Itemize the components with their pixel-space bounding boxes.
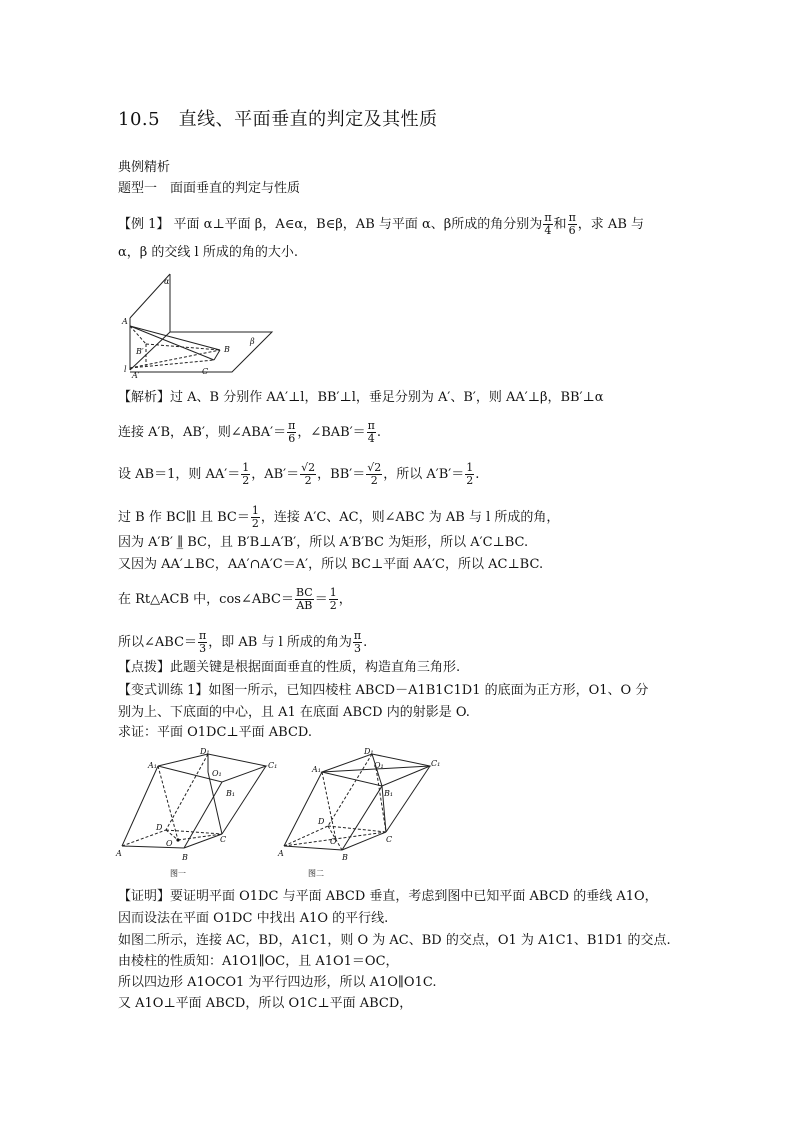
- label-D1: D₁: [200, 747, 210, 756]
- solution-line1: 【解析】过 A、B 分别作 AA′⊥l，BB′⊥l，垂足分别为 A′、B′，则 AA′⊥β，BB′⊥α: [118, 390, 604, 405]
- section-heading: 典例精析: [118, 160, 171, 175]
- solution-line8: 所以∠ABC＝ $\frac{\pi}{3}$ ，即 AB 与 l 所成的角为 $\frac{\pi}{3}$ .: [118, 629, 368, 655]
- label-B: B: [342, 853, 348, 862]
- solution-line3: 设 AB＝1，则 AA′＝ $\frac{1}{2}$ ，AB′＝ $\frac{√2}{2}$ ，BB′＝ $\frac{√2}{2}$ ，所以 A′B′＝ $\frac{1}{2}$ .: [118, 461, 480, 487]
- topic-heading: 题型一 面面垂直的判定与性质: [118, 181, 301, 196]
- label-D: D: [156, 823, 163, 832]
- label-Ap: A′: [132, 371, 140, 380]
- label-B: B: [182, 853, 188, 862]
- variant-line3: 求证：平面 O1DC⊥平面 ABCD.: [118, 725, 313, 740]
- label-A: A: [116, 849, 122, 858]
- label-l: l: [124, 365, 127, 374]
- label-A: A: [278, 849, 284, 858]
- label-O: O: [166, 839, 173, 848]
- solution-line6: 又因为 AA′⊥BC，AA′∩A′C＝A′，所以 BC⊥平面 AA′C，所以 AC⊥BC.: [118, 557, 544, 572]
- label-A: A: [122, 317, 128, 326]
- proof-line6: 又 A1O⊥平面 ABCD，所以 O1C⊥平面 ABCD，: [118, 996, 413, 1011]
- label-C1: C₁: [431, 759, 441, 768]
- figure-caption-2: 图二: [308, 869, 324, 878]
- proof-line5: 所以四边形 A1OCO1 为平行四边形，所以 A1O∥O1C.: [118, 975, 437, 990]
- prism-figure-2: [278, 747, 441, 878]
- label-O: O: [330, 837, 337, 846]
- label-A1: A₁: [148, 761, 157, 770]
- label-B1: B₁: [384, 789, 394, 798]
- label-C: C: [220, 835, 227, 844]
- label-B1: B₁: [226, 789, 236, 798]
- label-D1: D₁: [364, 747, 374, 756]
- label-C: C: [386, 835, 393, 844]
- fraction: $\frac{\pi}{4}$: [544, 211, 552, 237]
- figure-caption-1: 图一: [170, 869, 186, 878]
- solution-line7: 在 Rt△ACB 中，cos∠ABC＝ $\frac{BC}{AB}$ ＝ $\frac{1}{2}$ ，: [118, 586, 352, 612]
- page-title: 10.5 直线、平面垂直的判定及其性质: [118, 109, 438, 130]
- dihedral-figure: [116, 268, 276, 382]
- variant-line1: 【变式训练 1】如图一所示，已知四棱柱 ABCD－A1B1C1D1 的底面为正方形，O1、O 分: [118, 683, 649, 698]
- solution-line2: 连接 A′B，AB′，则∠ABA′＝ $\frac{\pi}{6}$ ，∠BAB′＝ $\frac{\pi}{4}$ .: [118, 419, 382, 445]
- fraction: $\frac{\pi}{6}$: [568, 211, 576, 237]
- label-D: D: [318, 817, 325, 826]
- example1-line2: α，β 的交线 l 所成的角的大小.: [118, 245, 298, 260]
- variant-line2: 别为上、下底面的中心，且 A1 在底面 ABCD 内的射影是 O.: [118, 705, 470, 720]
- example1-head: 【例 1】 平面 α⊥平面 β，A∈α，B∈β，AB 与平面 α、β所成的角分别为: [118, 217, 543, 232]
- label-B: B: [224, 345, 230, 354]
- proof-line2: 因而设法在平面 O1DC 中找出 A1O 的平行线.: [118, 911, 389, 926]
- prism-figure-1: [116, 748, 276, 878]
- solution-line5: 因为 A′B′ ∥̲ BC，且 B′B⊥A′B′，所以 A′B′BC 为矩形，所以 A′C⊥BC.: [118, 535, 529, 550]
- solution-line4: 过 B 作 BC∥l 且 BC＝ $\frac{1}{2}$ ，连接 A′C、AC，则∠ABC 为 AB 与 l 所成的角，: [118, 504, 560, 530]
- tip-line: 【点拨】此题关键是根据面面垂直的性质，构造直角三角形.: [118, 660, 461, 675]
- proof-line1: 【证明】要证明平面 O1DC 与平面 ABCD 垂直，考虑到图中已知平面 ABCD 的垂线 A1O，: [118, 889, 658, 904]
- label-C1: C₁: [268, 761, 278, 770]
- label-alpha: α: [164, 277, 170, 286]
- example1-line1: 【例 1】 平面 α⊥平面 β，A∈α，B∈β，AB 与平面 α、β所成的角分别为 $\frac{\pi}{4}$ 和 $\frac{\pi}{6}$ ，求 AB 与: [118, 211, 645, 237]
- label-O1: O₁: [374, 761, 384, 770]
- proof-line3: 如图二所示，连接 AC，BD，A1C1，则 O 为 AC、BD 的交点，O1 为 A1C1、B1D1 的交点.: [118, 933, 671, 948]
- label-C: C: [202, 367, 209, 376]
- proof-line4: 由棱柱的性质知：A1O1∥OC，且 A1O1＝OC，: [118, 954, 399, 969]
- label-A1: A₁: [312, 765, 321, 774]
- label-beta: β: [250, 337, 255, 346]
- label-O1: O₁: [212, 769, 222, 778]
- label-Bp: B′: [136, 347, 144, 356]
